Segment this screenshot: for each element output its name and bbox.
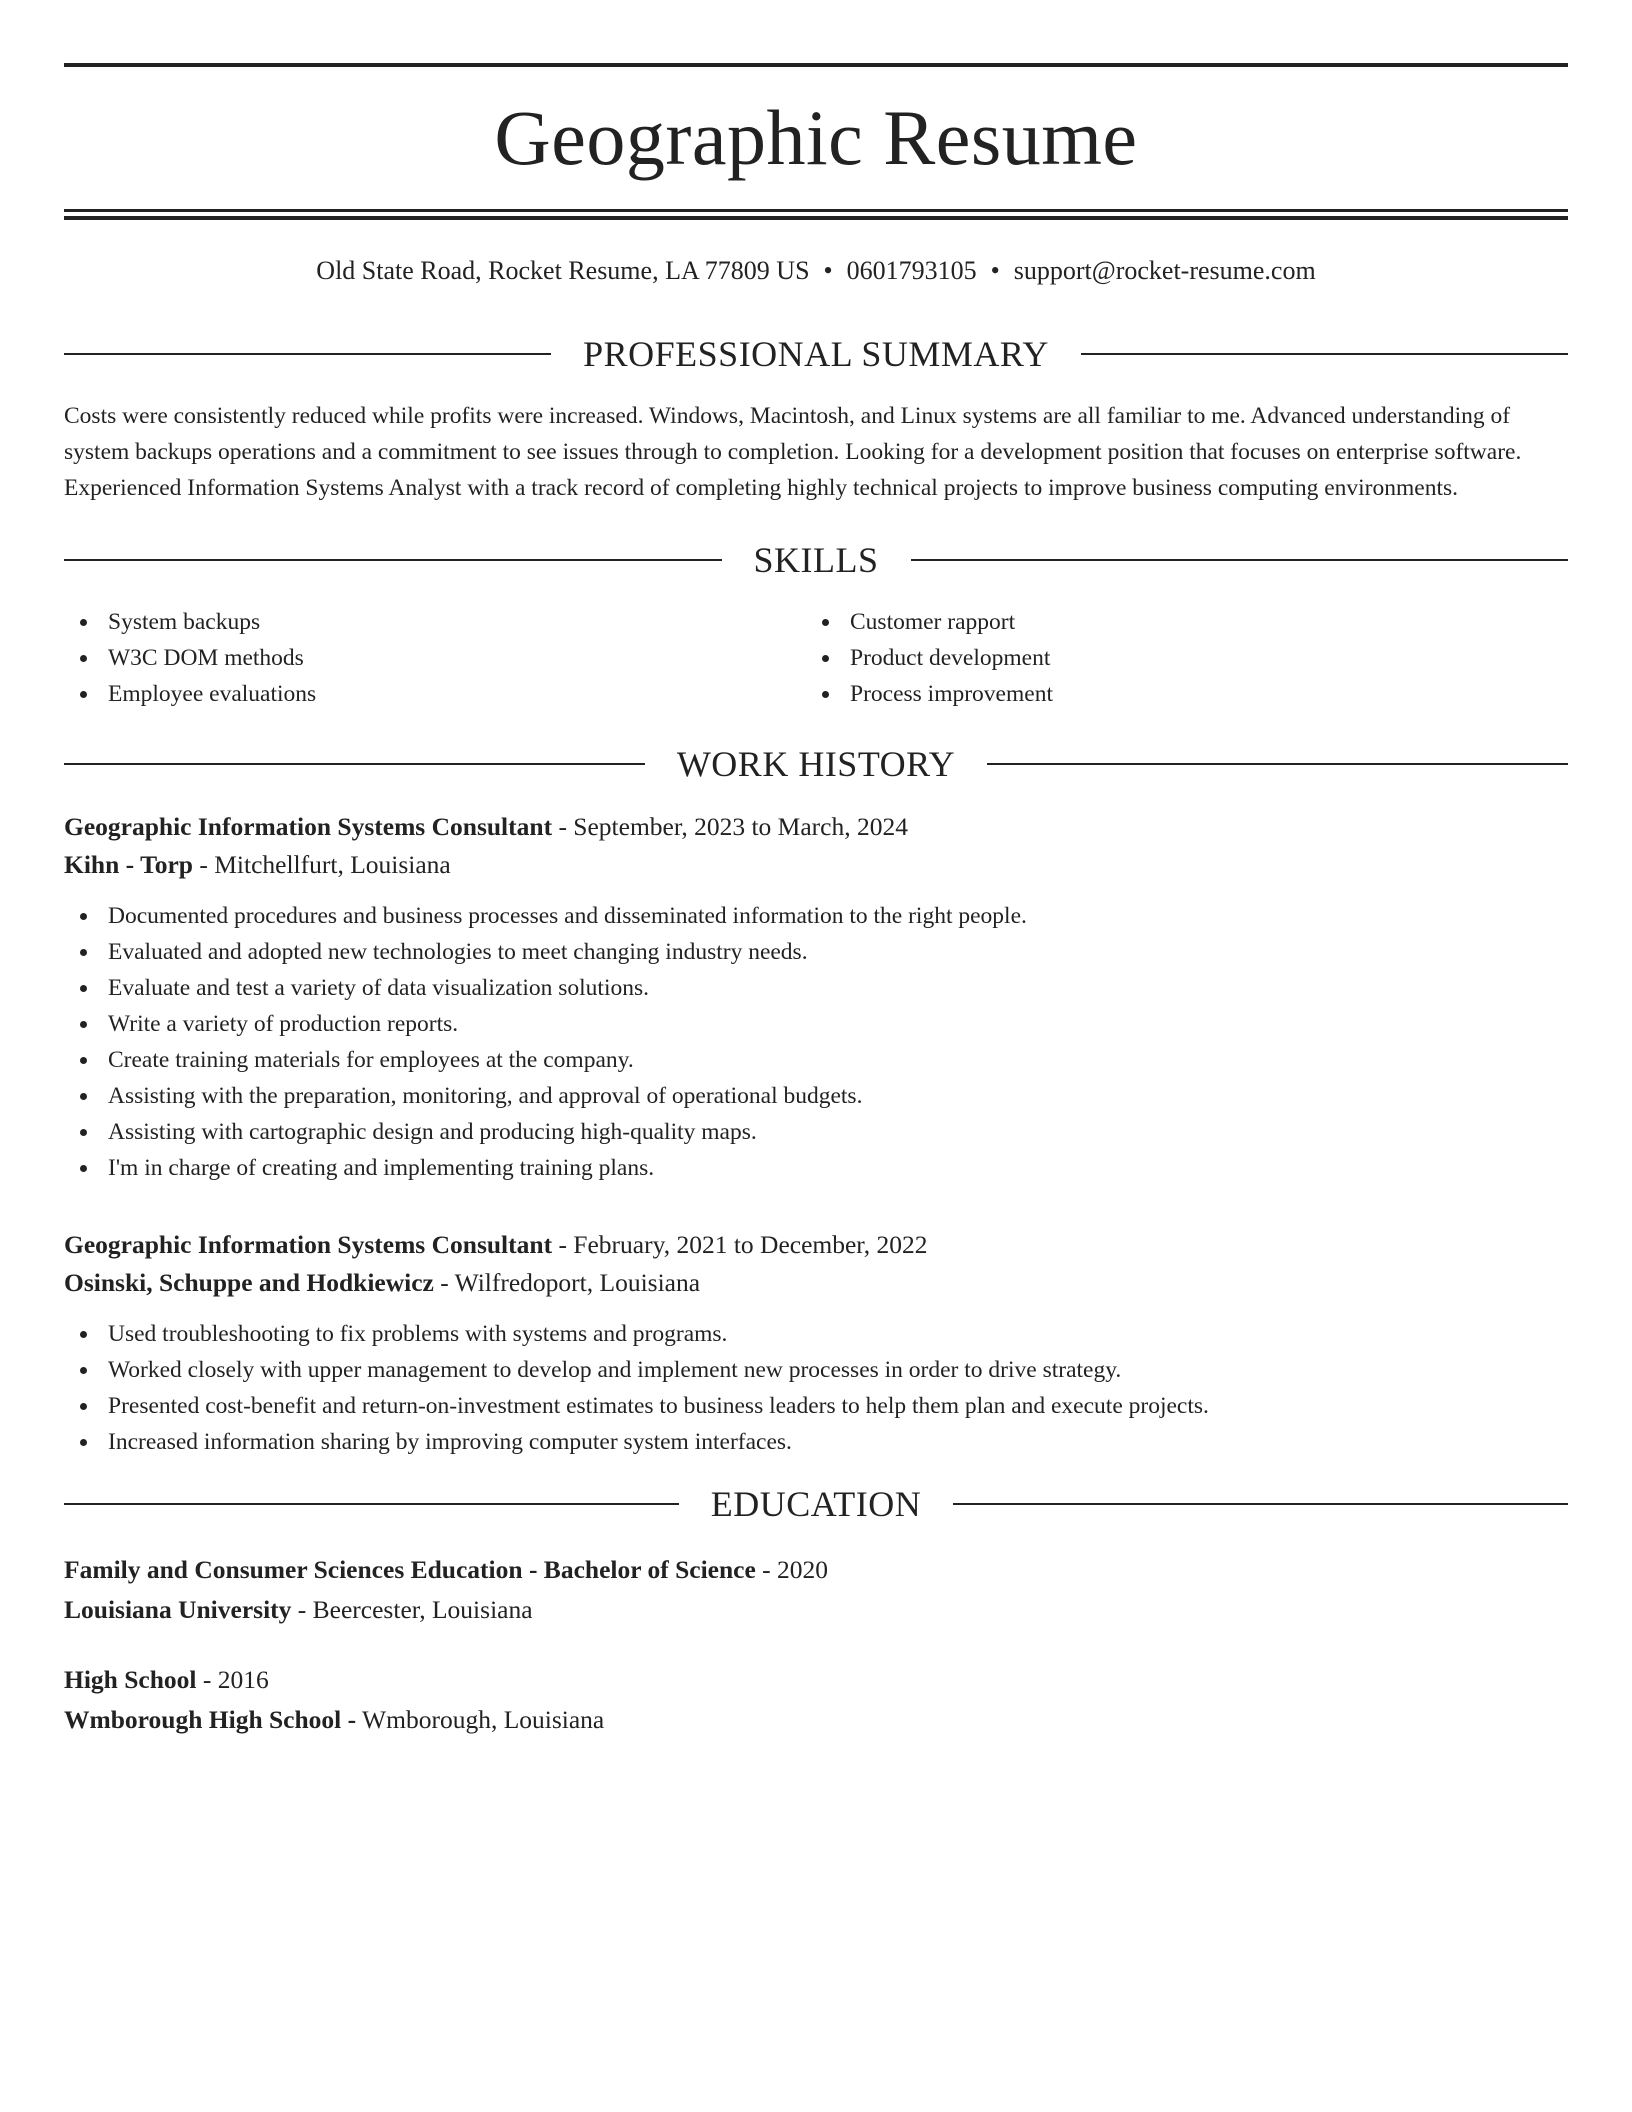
resume-title: Geographic Resume [494, 94, 1138, 181]
education-degree: High School [64, 1665, 197, 1694]
section-header-education [64, 1486, 1568, 1522]
section-title-skills: SKILLS [753, 540, 879, 580]
job-bullet: Assisting with cartographic design and producing high-quality maps. [64, 1114, 1568, 1150]
contact-address: Old State Road, Rocket Resume, LA 77809 US [316, 256, 810, 285]
section-rule [911, 559, 1569, 561]
job-bullet: Used troubleshooting to fix problems with systems and programs. [64, 1316, 1568, 1352]
job-company-line [64, 846, 1568, 884]
job-bullet: I'm in charge of creating and implementing training plans. [64, 1150, 1568, 1186]
skill-item: Customer rapport [806, 604, 1548, 640]
job-entry [64, 1226, 1568, 1460]
job-company: Kihn - Torp [64, 850, 193, 879]
job-bullets [64, 898, 1568, 1186]
job-dates: - September, 2023 to March, 2024 [552, 812, 908, 841]
skill-item: Employee evaluations [64, 676, 806, 712]
title-double-rule [64, 209, 1568, 220]
top-rule [64, 63, 1568, 67]
job-bullet: Write a variety of production reports. [64, 1006, 1568, 1042]
contact-phone: 0601793105 [846, 256, 977, 285]
job-title: Geographic Information Systems Consultant [64, 812, 553, 841]
education-location: - Beercester, Louisiana [291, 1595, 533, 1624]
contact-email: support@rocket-resume.com [1013, 256, 1316, 285]
job-bullet: Evaluate and test a variety of data visualization solutions. [64, 970, 1568, 1006]
job-location: - Wilfredoport, Louisiana [433, 1268, 701, 1297]
contact-separator: • [990, 256, 1000, 285]
education-entry [64, 1660, 1568, 1740]
section-header-skills [64, 542, 1568, 578]
job-bullet: Increased information sharing by improving computer system interfaces. [64, 1424, 1568, 1460]
education-degree: Family and Consumer Sciences Education - Bachelor of Science [64, 1555, 756, 1584]
section-rule [64, 559, 722, 561]
section-title-education: EDUCATION [710, 1484, 922, 1524]
job-bullet: Documented procedures and business processes and disseminated information to the right people. [64, 898, 1568, 934]
contact-separator: • [823, 256, 833, 285]
job-bullet: Create training materials for employees at the company. [64, 1042, 1568, 1078]
education-year: - 2020 [755, 1555, 829, 1584]
section-rule [987, 763, 1568, 765]
education-location: Wmborough, Louisiana [356, 1705, 605, 1734]
job-bullet: Presented cost-benefit and return-on-investment estimates to business leaders to help them plan and execute projects. [64, 1388, 1568, 1424]
job-title-line [64, 1226, 1568, 1264]
job-bullet: Worked closely with upper management to develop and implement new processes in order to drive strategy. [64, 1352, 1568, 1388]
education-school-line [64, 1700, 1568, 1740]
job-title-line [64, 808, 1568, 846]
skills-list [64, 604, 1568, 712]
education-school: Wmborough High School - [64, 1705, 357, 1734]
education-school: Louisiana University [64, 1595, 292, 1624]
job-company-line [64, 1264, 1568, 1302]
education-entry [64, 1550, 1568, 1630]
job-title: Geographic Information Systems Consultant [64, 1230, 553, 1259]
contact-line [64, 258, 1568, 284]
education-school-line [64, 1590, 1568, 1630]
section-rule [1081, 353, 1568, 355]
skills-column-right [806, 604, 1548, 712]
skill-item: W3C DOM methods [64, 640, 806, 676]
section-header-work [64, 746, 1568, 782]
job-bullets [64, 1316, 1568, 1460]
skill-item: System backups [64, 604, 806, 640]
job-entry [64, 808, 1568, 1186]
job-location: - Mitchellfurt, Louisiana [192, 850, 451, 879]
education-degree-line [64, 1550, 1568, 1590]
education-degree-line [64, 1660, 1568, 1700]
job-bullet: Evaluated and adopted new technologies to meet changing industry needs. [64, 934, 1568, 970]
section-rule [64, 353, 551, 355]
job-dates: - February, 2021 to December, 2022 [552, 1230, 928, 1259]
skill-item: Process improvement [806, 676, 1548, 712]
section-header-summary [64, 336, 1568, 372]
section-title-summary: PROFESSIONAL SUMMARY [583, 334, 1049, 374]
skill-item: Product development [806, 640, 1548, 676]
section-rule [64, 1503, 679, 1505]
section-rule [64, 763, 645, 765]
skills-column-left [64, 604, 806, 712]
job-bullet: Assisting with the preparation, monitoring, and approval of operational budgets. [64, 1078, 1568, 1114]
summary-text: Costs were consistently reduced while profits were increased. Windows, Macintosh, and Linux systems are all familiar to me. Advanced understanding of system backups operations and a commitment to see issues through to completion. Looking for a development position that focuses on enterprise software. Experienced Information Systems Analyst with a track record of completing highly technical projects to improve business computing environments. [64, 403, 1522, 501]
education-year: - 2016 [196, 1665, 269, 1694]
job-company: Osinski, Schuppe and Hodkiewicz [64, 1268, 434, 1297]
section-title-work: WORK HISTORY [676, 744, 956, 784]
section-rule [953, 1503, 1568, 1505]
